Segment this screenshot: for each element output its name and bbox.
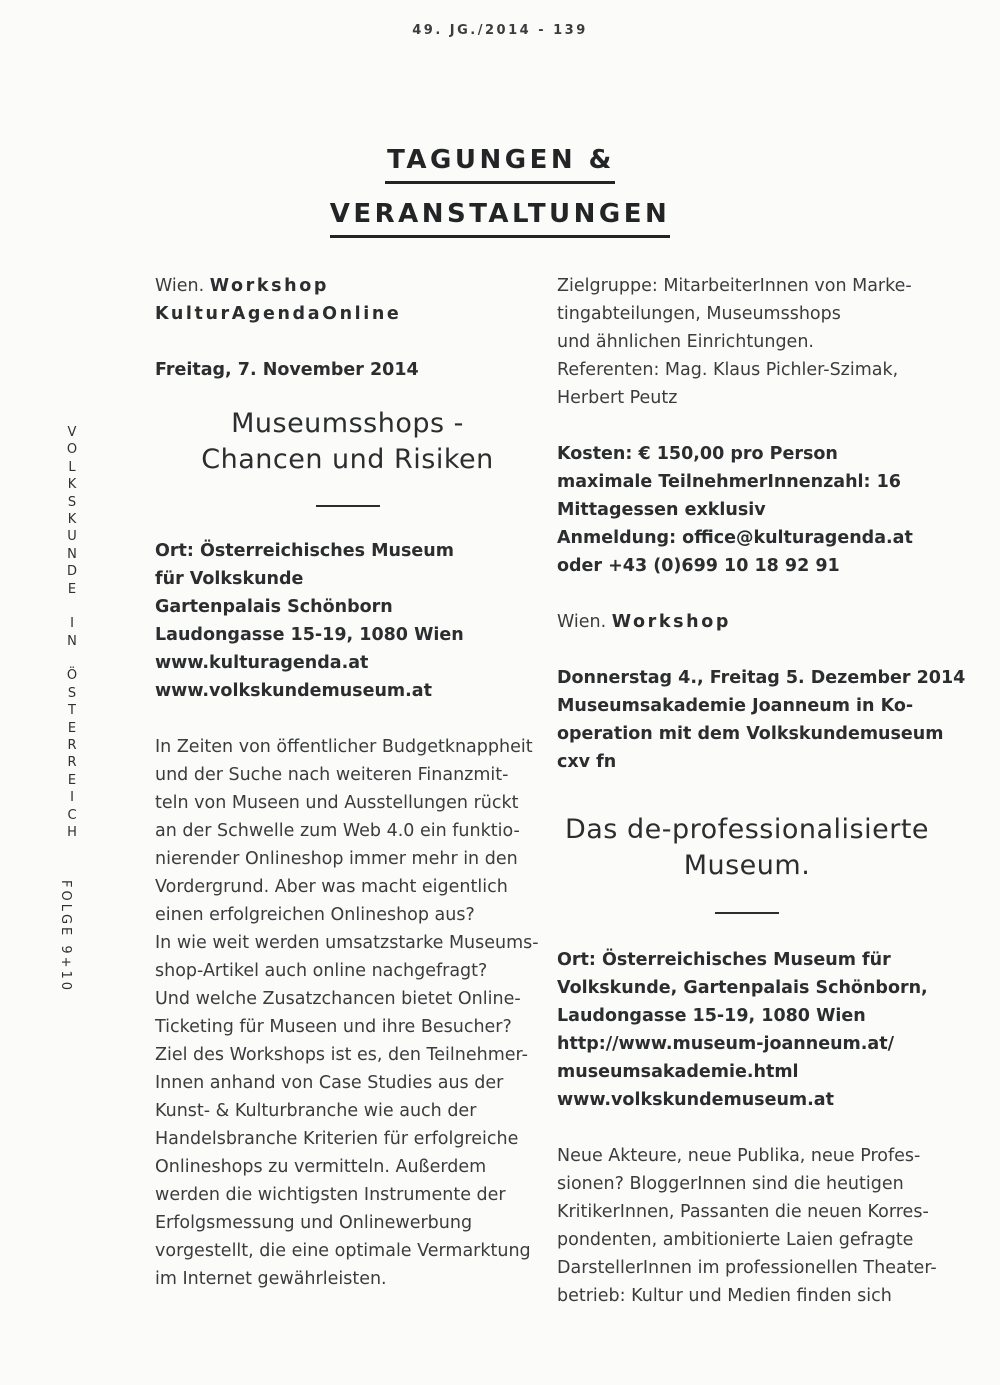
- event2-header: [557, 608, 937, 636]
- event-name: KulturAgendaOnline: [155, 304, 402, 324]
- event2-type: Workshop: [611, 612, 731, 632]
- location-line: Ort: Österreichisches Museum für: [557, 950, 891, 970]
- side-letter: I: [70, 616, 74, 632]
- side-letter: V: [67, 425, 77, 440]
- side-letter: E: [67, 581, 77, 597]
- speakers-line: Referenten: Mag. Klaus Pichler-Szimak,: [557, 360, 899, 380]
- cost-registration-info: [557, 440, 937, 580]
- event-heading: [155, 406, 540, 478]
- side-letter: I: [70, 790, 74, 806]
- registration-phone: oder +43 (0)699 10 18 92 91: [557, 556, 840, 576]
- event2-city: Wien.: [557, 612, 607, 632]
- right-column: [557, 272, 966, 1310]
- event-type: Workshop: [209, 276, 329, 296]
- heading-line: Chancen und Risiken: [201, 444, 494, 475]
- side-letter: S: [67, 494, 77, 510]
- heading-line: Das de-professionalisierte: [564, 814, 930, 845]
- section-title-text-1: TAGUNGEN &: [385, 145, 615, 184]
- body-line: Innen anhand von Case Studies aus der: [155, 1073, 504, 1093]
- body-line: werden die wichtigsten Instrumente der: [155, 1185, 506, 1205]
- body-line: Erfolgsmessung und Onlinewerbung: [155, 1213, 473, 1233]
- website-link[interactable]: www.volkskundemuseum.at: [557, 1090, 834, 1110]
- event2-date: Donnerstag 4., Freitag 5. Dezember 2014: [557, 668, 966, 688]
- event-header: [155, 272, 540, 300]
- side-letter: N: [67, 546, 77, 562]
- audience-line: tingabteilungen, Museumsshops: [557, 304, 841, 324]
- body-line: betrieb: Kultur und Medien finden sich: [557, 1286, 892, 1306]
- event-location: [155, 537, 540, 705]
- event-city: Wien.: [155, 276, 205, 296]
- cost-line: Kosten: € 150,00 pro Person: [557, 444, 838, 464]
- event2-description: [557, 1142, 937, 1310]
- body-line: nierender Onlineshop immer mehr in den: [155, 849, 518, 869]
- location-line: Volkskunde, Gartenpalais Schönborn,: [557, 978, 928, 998]
- location-line: Laudongasse 15-19, 1080 Wien: [155, 625, 464, 645]
- side-letter: L: [68, 459, 76, 475]
- capacity-line: maximale TeilnehmerInnenzahl: 16: [557, 472, 901, 492]
- body-line: Kunst- & Kulturbranche wie auch der: [155, 1101, 477, 1121]
- body-line: teln von Museen und Ausstellungen rückt: [155, 793, 519, 813]
- side-letter: [62, 598, 82, 615]
- lunch-line: Mittagessen exklusiv: [557, 500, 766, 520]
- side-letter: H: [67, 824, 77, 840]
- body-line: und der Suche nach weiteren Finanzmit-: [155, 765, 509, 785]
- body-line: Neue Akteure, neue Publika, neue Profes-: [557, 1146, 921, 1166]
- side-letter: K: [67, 511, 77, 527]
- body-line: In Zeiten von öffentlicher Budgetknappheit: [155, 737, 533, 757]
- body-line: pondenten, ambitionierte Laien gefragte: [557, 1230, 914, 1250]
- side-letter: U: [67, 529, 77, 545]
- side-letter: S: [67, 685, 77, 701]
- event2-note: cxv fn: [557, 752, 617, 772]
- registration-email[interactable]: Anmeldung: office@kulturagenda.at: [557, 528, 913, 548]
- side-letter: C: [67, 807, 77, 823]
- body-line: KritikerInnen, Passanten die neuen Korres-: [557, 1202, 929, 1222]
- side-label-issue: FOLGE 9+10: [58, 880, 73, 994]
- event-description: [155, 733, 540, 1293]
- body-line: Onlineshops zu vermitteln. Außerdem: [155, 1157, 487, 1177]
- location-line: Laudongasse 15-19, 1080 Wien: [557, 1006, 866, 1026]
- speakers-line: Herbert Peutz: [557, 388, 678, 408]
- body-line: Handelsbranche Kriterien für erfolgreiche: [155, 1129, 519, 1149]
- left-column: [155, 272, 540, 1293]
- body-line: Ziel des Workshops ist es, den Teilnehmer-: [155, 1045, 528, 1065]
- event2-details: [557, 664, 966, 776]
- side-letter: N: [67, 633, 77, 649]
- location-line: Ort: Österreichisches Museum: [155, 541, 454, 561]
- website-link[interactable]: www.volkskundemuseum.at: [155, 681, 432, 701]
- body-line: sionen? BloggerInnen sind die heutigen: [557, 1174, 904, 1194]
- side-letter: T: [68, 703, 76, 719]
- side-letter: E: [67, 720, 77, 736]
- location-line: für Volkskunde: [155, 569, 304, 589]
- side-letter: [62, 650, 82, 667]
- side-letter: K: [67, 477, 77, 493]
- event2-heading: [557, 812, 937, 884]
- body-line: Und welche Zusatzchancen bietet Online-: [155, 989, 521, 1009]
- side-letter: O: [66, 442, 78, 458]
- body-line: Vordergrund. Aber was macht eigentlich: [155, 877, 508, 897]
- event2-organizer: Museumsakademie Joanneum in Ko-: [557, 696, 914, 716]
- side-label-vertical: [62, 424, 82, 841]
- body-line: In wie weit werden umsatzstarke Museums-: [155, 933, 539, 953]
- section-title-line-2: [0, 199, 1000, 238]
- side-letter: D: [66, 564, 77, 580]
- body-line: im Internet gewährleisten.: [155, 1269, 387, 1289]
- section-title-text-2: VERANSTALTUNGEN: [330, 199, 671, 238]
- heading-line: Museumsshops -: [231, 408, 464, 439]
- website-link[interactable]: http://www.museum-joanneum.at/: [557, 1034, 894, 1054]
- section-title-line-1: [0, 145, 1000, 184]
- side-letter: R: [67, 738, 77, 754]
- event2-location: [557, 946, 937, 1114]
- audience-info: [557, 272, 937, 412]
- event-date: Freitag, 7. November 2014: [155, 360, 419, 380]
- website-link[interactable]: www.kulturagenda.at: [155, 653, 369, 673]
- body-line: einen erfolgreichen Onlineshop aus?: [155, 905, 475, 925]
- body-line: vorgestellt, die eine optimale Vermarktung: [155, 1241, 531, 1261]
- body-line: shop-Artikel auch online nachgefragt?: [155, 961, 488, 981]
- side-letter: R: [67, 755, 77, 771]
- heading-line: Museum.: [683, 850, 811, 881]
- body-line: an der Schwelle zum Web 4.0 ein funktio-: [155, 821, 520, 841]
- website-link[interactable]: museumsakademie.html: [557, 1062, 799, 1082]
- location-line: Gartenpalais Schönborn: [155, 597, 393, 617]
- audience-line: und ähnlichen Einrichtungen.: [557, 332, 814, 352]
- side-letter: Ö: [66, 668, 78, 684]
- body-line: Ticketing für Museen und ihre Besucher?: [155, 1017, 512, 1037]
- event2-organizer: operation mit dem Volkskundemuseum: [557, 724, 944, 744]
- side-letter: E: [67, 772, 77, 788]
- audience-line: Zielgruppe: MitarbeiterInnen von Marke-: [557, 276, 912, 296]
- body-line: DarstellerInnen im professionellen Theater-: [557, 1258, 937, 1278]
- page-number: 49. JG./2014 - 139: [412, 23, 588, 38]
